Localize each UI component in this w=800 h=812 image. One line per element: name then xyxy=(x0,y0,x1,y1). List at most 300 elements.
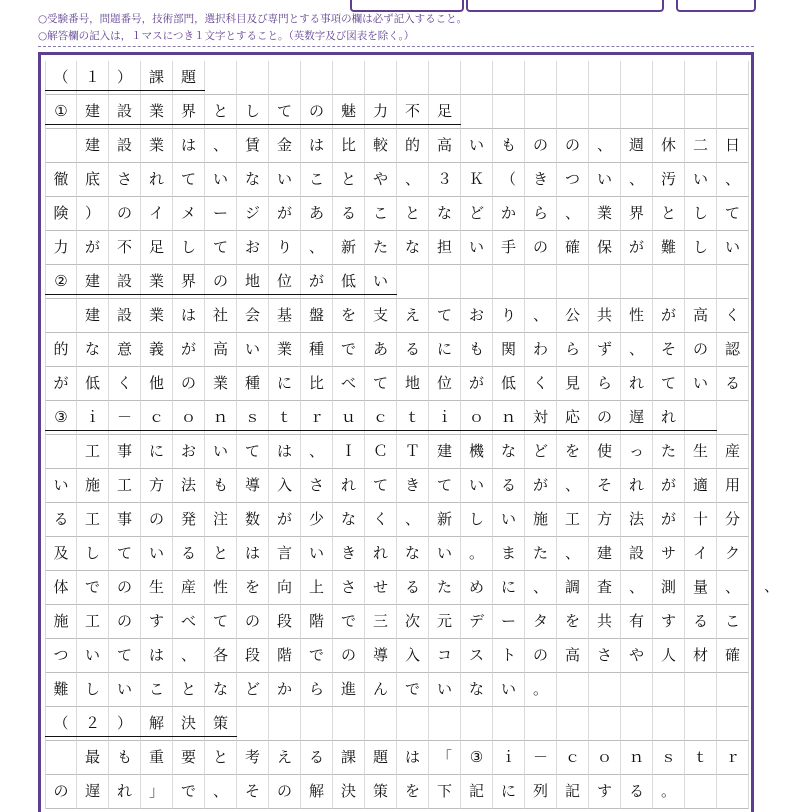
grid-cell[interactable] xyxy=(557,673,589,707)
grid-cell[interactable] xyxy=(397,197,429,231)
grid-cell[interactable] xyxy=(461,775,493,809)
grid-cell[interactable] xyxy=(685,639,717,673)
grid-cell[interactable] xyxy=(173,231,205,265)
grid-cell[interactable] xyxy=(269,197,301,231)
grid-cell[interactable] xyxy=(45,367,77,401)
grid-cell[interactable] xyxy=(525,367,557,401)
grid-cell[interactable] xyxy=(589,537,621,571)
grid-cell[interactable] xyxy=(621,469,653,503)
grid-cell[interactable] xyxy=(301,367,333,401)
grid-cell[interactable] xyxy=(717,469,749,503)
grid-cell[interactable] xyxy=(365,367,397,401)
grid-cell[interactable] xyxy=(333,333,365,367)
grid-cell[interactable] xyxy=(525,265,557,299)
grid-cell[interactable] xyxy=(205,605,237,639)
grid-cell[interactable] xyxy=(525,163,557,197)
grid-cell[interactable] xyxy=(461,265,493,299)
grid-cell[interactable] xyxy=(397,571,429,605)
grid-cell[interactable] xyxy=(557,95,589,129)
grid-cell[interactable] xyxy=(461,197,493,231)
grid-cell[interactable] xyxy=(589,469,621,503)
grid-cell[interactable] xyxy=(525,775,557,809)
grid-cell[interactable] xyxy=(237,469,269,503)
grid-cell[interactable] xyxy=(525,741,557,775)
grid-cell[interactable] xyxy=(589,333,621,367)
grid-cell[interactable] xyxy=(109,639,141,673)
grid-cell[interactable] xyxy=(269,503,301,537)
grid-cell[interactable] xyxy=(653,333,685,367)
grid-cell[interactable] xyxy=(269,333,301,367)
grid-cell[interactable] xyxy=(621,61,653,95)
grid-cell[interactable] xyxy=(237,333,269,367)
grid-cell[interactable] xyxy=(493,61,525,95)
grid-cell[interactable] xyxy=(653,95,685,129)
grid-cell[interactable] xyxy=(461,95,493,129)
grid-cell[interactable] xyxy=(717,639,749,673)
exam-number-box[interactable] xyxy=(350,0,464,12)
grid-cell[interactable] xyxy=(429,741,461,775)
grid-cell[interactable] xyxy=(397,265,429,299)
grid-cell[interactable] xyxy=(461,163,493,197)
grid-cell[interactable] xyxy=(141,435,173,469)
grid-cell[interactable] xyxy=(205,503,237,537)
grid-cell[interactable] xyxy=(77,673,109,707)
grid-cell[interactable] xyxy=(365,231,397,265)
grid-cell[interactable] xyxy=(589,299,621,333)
grid-cell[interactable] xyxy=(45,673,77,707)
grid-cell[interactable] xyxy=(493,775,525,809)
grid-cell[interactable] xyxy=(589,367,621,401)
grid-cell[interactable] xyxy=(493,197,525,231)
grid-cell[interactable] xyxy=(717,163,749,197)
grid-cell[interactable] xyxy=(205,775,237,809)
grid-cell[interactable] xyxy=(621,367,653,401)
grid-cell[interactable] xyxy=(301,775,333,809)
grid-cell[interactable] xyxy=(461,299,493,333)
grid-cell[interactable] xyxy=(365,741,397,775)
grid-cell[interactable] xyxy=(205,469,237,503)
grid-cell[interactable] xyxy=(653,503,685,537)
grid-cell[interactable] xyxy=(205,197,237,231)
grid-cell[interactable] xyxy=(461,367,493,401)
grid-cell[interactable] xyxy=(397,639,429,673)
grid-cell[interactable] xyxy=(717,61,749,95)
grid-cell[interactable] xyxy=(333,163,365,197)
grid-cell[interactable] xyxy=(205,333,237,367)
grid-cell[interactable] xyxy=(397,333,429,367)
grid-cell[interactable] xyxy=(365,605,397,639)
grid-cell[interactable] xyxy=(717,333,749,367)
grid-cell[interactable] xyxy=(461,231,493,265)
grid-cell[interactable] xyxy=(557,61,589,95)
grid-cell[interactable] xyxy=(269,163,301,197)
grid-cell[interactable] xyxy=(269,741,301,775)
grid-cell[interactable] xyxy=(717,197,749,231)
grid-cell[interactable] xyxy=(557,469,589,503)
grid-cell[interactable] xyxy=(589,197,621,231)
grid-cell[interactable] xyxy=(525,299,557,333)
grid-cell[interactable] xyxy=(461,537,493,571)
grid-cell[interactable] xyxy=(557,231,589,265)
grid-cell[interactable] xyxy=(557,299,589,333)
grid-cell[interactable] xyxy=(301,299,333,333)
grid-cell[interactable] xyxy=(301,197,333,231)
grid-cell[interactable] xyxy=(237,571,269,605)
grid-cell[interactable] xyxy=(685,503,717,537)
grid-cell[interactable] xyxy=(429,61,461,95)
grid-cell[interactable] xyxy=(525,333,557,367)
grid-cell[interactable] xyxy=(653,775,685,809)
grid-cell[interactable] xyxy=(685,435,717,469)
grid-cell[interactable] xyxy=(685,741,717,775)
grid-cell[interactable] xyxy=(429,163,461,197)
grid-cell[interactable] xyxy=(205,129,237,163)
grid-cell[interactable] xyxy=(557,333,589,367)
grid-cell[interactable] xyxy=(557,265,589,299)
grid-cell[interactable] xyxy=(141,639,173,673)
grid-cell[interactable] xyxy=(525,571,557,605)
page-number-box[interactable] xyxy=(676,0,756,12)
grid-cell[interactable] xyxy=(45,605,77,639)
grid-cell[interactable] xyxy=(525,197,557,231)
grid-cell[interactable] xyxy=(653,231,685,265)
grid-cell[interactable] xyxy=(717,537,749,571)
grid-cell[interactable] xyxy=(685,95,717,129)
grid-cell[interactable] xyxy=(397,163,429,197)
grid-cell[interactable] xyxy=(717,231,749,265)
grid-cell[interactable] xyxy=(429,639,461,673)
grid-cell[interactable] xyxy=(173,197,205,231)
grid-cell[interactable] xyxy=(653,605,685,639)
grid-cell[interactable] xyxy=(397,605,429,639)
grid-cell[interactable] xyxy=(493,605,525,639)
grid-cell[interactable] xyxy=(269,299,301,333)
grid-cell[interactable] xyxy=(269,367,301,401)
grid-cell[interactable] xyxy=(493,265,525,299)
grid-cell[interactable] xyxy=(269,537,301,571)
grid-cell[interactable] xyxy=(685,775,717,809)
grid-cell[interactable] xyxy=(269,231,301,265)
grid-cell[interactable] xyxy=(365,639,397,673)
grid-cell[interactable] xyxy=(397,367,429,401)
grid-cell[interactable] xyxy=(621,605,653,639)
grid-cell[interactable] xyxy=(621,265,653,299)
grid-cell[interactable] xyxy=(461,129,493,163)
grid-cell[interactable] xyxy=(461,503,493,537)
grid-cell[interactable] xyxy=(333,435,365,469)
grid-cell[interactable] xyxy=(685,571,717,605)
grid-cell[interactable] xyxy=(45,231,77,265)
grid-cell[interactable] xyxy=(429,129,461,163)
grid-cell[interactable] xyxy=(237,61,269,95)
grid-cell[interactable] xyxy=(557,537,589,571)
grid-cell[interactable] xyxy=(429,537,461,571)
grid-cell[interactable] xyxy=(301,571,333,605)
grid-cell[interactable] xyxy=(525,61,557,95)
grid-cell[interactable] xyxy=(653,129,685,163)
grid-cell[interactable] xyxy=(205,61,237,95)
grid-cell[interactable] xyxy=(525,435,557,469)
grid-cell[interactable] xyxy=(173,741,205,775)
grid-cell[interactable] xyxy=(237,299,269,333)
grid-cell[interactable] xyxy=(653,197,685,231)
grid-cell[interactable] xyxy=(493,163,525,197)
grid-cell[interactable] xyxy=(109,775,141,809)
grid-cell[interactable] xyxy=(77,299,109,333)
grid-cell[interactable] xyxy=(557,707,589,741)
grid-cell[interactable] xyxy=(301,503,333,537)
grid-cell[interactable] xyxy=(301,707,333,741)
grid-cell[interactable] xyxy=(621,197,653,231)
grid-cell[interactable] xyxy=(173,129,205,163)
grid-cell[interactable] xyxy=(365,299,397,333)
grid-cell[interactable] xyxy=(237,741,269,775)
grid-cell[interactable] xyxy=(301,605,333,639)
grid-cell[interactable] xyxy=(685,197,717,231)
grid-cell[interactable] xyxy=(333,367,365,401)
grid-cell[interactable] xyxy=(429,469,461,503)
grid-cell[interactable] xyxy=(589,95,621,129)
grid-cell[interactable] xyxy=(621,231,653,265)
grid-cell[interactable] xyxy=(237,503,269,537)
grid-cell[interactable] xyxy=(621,741,653,775)
grid-cell[interactable] xyxy=(45,639,77,673)
grid-cell[interactable] xyxy=(429,299,461,333)
grid-cell[interactable] xyxy=(621,571,653,605)
grid-cell[interactable] xyxy=(237,197,269,231)
grid-cell[interactable] xyxy=(109,129,141,163)
grid-cell[interactable] xyxy=(717,741,749,775)
grid-cell[interactable] xyxy=(685,469,717,503)
grid-cell[interactable] xyxy=(461,741,493,775)
grid-cell[interactable] xyxy=(109,503,141,537)
grid-cell[interactable] xyxy=(461,435,493,469)
grid-cell[interactable] xyxy=(77,537,109,571)
grid-cell[interactable] xyxy=(589,775,621,809)
grid-cell[interactable] xyxy=(717,707,749,741)
grid-cell[interactable] xyxy=(109,299,141,333)
grid-cell[interactable] xyxy=(621,639,653,673)
grid-cell[interactable] xyxy=(333,537,365,571)
grid-cell[interactable] xyxy=(685,537,717,571)
grid-cell[interactable] xyxy=(45,775,77,809)
grid-cell[interactable] xyxy=(717,571,749,605)
grid-cell[interactable] xyxy=(301,333,333,367)
grid-cell[interactable] xyxy=(397,775,429,809)
grid-cell[interactable] xyxy=(333,61,365,95)
grid-cell[interactable] xyxy=(525,605,557,639)
grid-cell[interactable] xyxy=(653,61,685,95)
grid-cell[interactable] xyxy=(653,673,685,707)
grid-cell[interactable] xyxy=(429,673,461,707)
grid-cell[interactable] xyxy=(333,775,365,809)
grid-cell[interactable] xyxy=(429,435,461,469)
grid-cell[interactable] xyxy=(525,469,557,503)
grid-cell[interactable] xyxy=(429,197,461,231)
grid-cell[interactable] xyxy=(685,265,717,299)
grid-cell[interactable] xyxy=(525,503,557,537)
grid-cell[interactable] xyxy=(589,435,621,469)
grid-cell[interactable] xyxy=(685,163,717,197)
grid-cell[interactable] xyxy=(333,231,365,265)
grid-cell[interactable] xyxy=(621,163,653,197)
grid-cell[interactable] xyxy=(301,129,333,163)
grid-cell[interactable] xyxy=(589,231,621,265)
grid-cell[interactable] xyxy=(653,639,685,673)
grid-cell[interactable] xyxy=(77,197,109,231)
grid-cell[interactable] xyxy=(685,129,717,163)
grid-cell[interactable] xyxy=(301,537,333,571)
grid-cell[interactable] xyxy=(205,163,237,197)
grid-cell[interactable] xyxy=(621,537,653,571)
grid-cell[interactable] xyxy=(589,571,621,605)
grid-cell[interactable] xyxy=(237,231,269,265)
grid-cell[interactable] xyxy=(365,129,397,163)
grid-cell[interactable] xyxy=(269,639,301,673)
grid-cell[interactable] xyxy=(45,435,77,469)
grid-cell[interactable] xyxy=(77,129,109,163)
grid-cell[interactable] xyxy=(493,673,525,707)
grid-cell[interactable] xyxy=(141,163,173,197)
grid-cell[interactable] xyxy=(301,61,333,95)
grid-cell[interactable] xyxy=(461,469,493,503)
grid-cell[interactable] xyxy=(77,639,109,673)
grid-cell[interactable] xyxy=(333,639,365,673)
grid-cell[interactable] xyxy=(653,571,685,605)
grid-cell[interactable] xyxy=(397,299,429,333)
grid-cell[interactable] xyxy=(461,639,493,673)
grid-cell[interactable] xyxy=(621,673,653,707)
grid-cell[interactable] xyxy=(525,639,557,673)
grid-cell[interactable] xyxy=(205,231,237,265)
grid-cell[interactable] xyxy=(109,231,141,265)
grid-cell[interactable] xyxy=(77,571,109,605)
grid-cell[interactable] xyxy=(621,299,653,333)
grid-cell[interactable] xyxy=(717,673,749,707)
grid-cell[interactable] xyxy=(365,469,397,503)
grid-cell[interactable] xyxy=(109,673,141,707)
grid-cell[interactable] xyxy=(589,163,621,197)
grid-cell[interactable] xyxy=(269,61,301,95)
grid-cell[interactable] xyxy=(653,707,685,741)
grid-cell[interactable] xyxy=(717,503,749,537)
grid-cell[interactable] xyxy=(205,299,237,333)
grid-cell[interactable] xyxy=(173,163,205,197)
grid-cell[interactable] xyxy=(45,299,77,333)
grid-cell[interactable] xyxy=(109,163,141,197)
grid-cell[interactable] xyxy=(45,537,77,571)
grid-cell[interactable] xyxy=(493,707,525,741)
grid-cell[interactable] xyxy=(429,333,461,367)
grid-cell[interactable] xyxy=(237,129,269,163)
grid-cell[interactable] xyxy=(45,163,77,197)
grid-cell[interactable] xyxy=(269,707,301,741)
grid-cell[interactable] xyxy=(653,537,685,571)
grid-cell[interactable] xyxy=(141,537,173,571)
grid-cell[interactable] xyxy=(685,605,717,639)
grid-cell[interactable] xyxy=(653,367,685,401)
grid-cell[interactable] xyxy=(141,333,173,367)
grid-cell[interactable] xyxy=(237,707,269,741)
grid-cell[interactable] xyxy=(397,435,429,469)
grid-cell[interactable] xyxy=(333,707,365,741)
grid-cell[interactable] xyxy=(205,673,237,707)
grid-cell[interactable] xyxy=(269,435,301,469)
grid-cell[interactable] xyxy=(333,129,365,163)
grid-cell[interactable] xyxy=(717,435,749,469)
grid-cell[interactable] xyxy=(237,537,269,571)
grid-cell[interactable] xyxy=(365,775,397,809)
grid-cell[interactable] xyxy=(141,605,173,639)
grid-cell[interactable] xyxy=(461,605,493,639)
grid-cell[interactable] xyxy=(717,129,749,163)
grid-cell[interactable] xyxy=(717,265,749,299)
grid-cell[interactable] xyxy=(141,129,173,163)
grid-cell[interactable] xyxy=(557,741,589,775)
grid-cell[interactable] xyxy=(621,95,653,129)
grid-cell[interactable] xyxy=(589,741,621,775)
grid-cell[interactable] xyxy=(429,367,461,401)
grid-cell[interactable] xyxy=(333,503,365,537)
grid-cell[interactable] xyxy=(525,231,557,265)
grid-cell[interactable] xyxy=(493,435,525,469)
grid-cell[interactable] xyxy=(493,231,525,265)
grid-cell[interactable] xyxy=(237,163,269,197)
grid-cell[interactable] xyxy=(77,333,109,367)
grid-cell[interactable] xyxy=(173,639,205,673)
grid-cell[interactable] xyxy=(141,775,173,809)
grid-cell[interactable] xyxy=(397,231,429,265)
grid-cell[interactable] xyxy=(109,333,141,367)
grid-cell[interactable] xyxy=(269,673,301,707)
grid-cell[interactable] xyxy=(141,197,173,231)
grid-cell[interactable] xyxy=(525,95,557,129)
grid-cell[interactable] xyxy=(109,571,141,605)
grid-cell[interactable] xyxy=(77,605,109,639)
grid-cell[interactable] xyxy=(621,333,653,367)
grid-cell[interactable] xyxy=(653,299,685,333)
grid-cell[interactable] xyxy=(173,775,205,809)
grid-cell[interactable] xyxy=(173,673,205,707)
grid-cell[interactable] xyxy=(109,197,141,231)
grid-cell[interactable] xyxy=(333,605,365,639)
grid-cell[interactable] xyxy=(493,95,525,129)
grid-cell[interactable] xyxy=(109,741,141,775)
grid-cell[interactable] xyxy=(269,605,301,639)
grid-cell[interactable] xyxy=(589,265,621,299)
question-number-box[interactable] xyxy=(466,0,664,12)
grid-cell[interactable] xyxy=(493,333,525,367)
grid-cell[interactable] xyxy=(429,775,461,809)
grid-cell[interactable] xyxy=(493,741,525,775)
grid-cell[interactable] xyxy=(685,61,717,95)
grid-cell[interactable] xyxy=(141,469,173,503)
grid-cell[interactable] xyxy=(397,707,429,741)
grid-cell[interactable] xyxy=(45,197,77,231)
grid-cell[interactable] xyxy=(589,503,621,537)
grid-cell[interactable] xyxy=(493,469,525,503)
grid-cell[interactable] xyxy=(557,367,589,401)
grid-cell[interactable] xyxy=(557,503,589,537)
grid-cell[interactable] xyxy=(365,333,397,367)
grid-cell[interactable] xyxy=(461,61,493,95)
grid-cell[interactable] xyxy=(621,503,653,537)
grid-cell[interactable] xyxy=(429,231,461,265)
grid-cell[interactable] xyxy=(109,435,141,469)
grid-cell[interactable] xyxy=(333,741,365,775)
grid-cell[interactable] xyxy=(493,537,525,571)
grid-cell[interactable] xyxy=(365,197,397,231)
